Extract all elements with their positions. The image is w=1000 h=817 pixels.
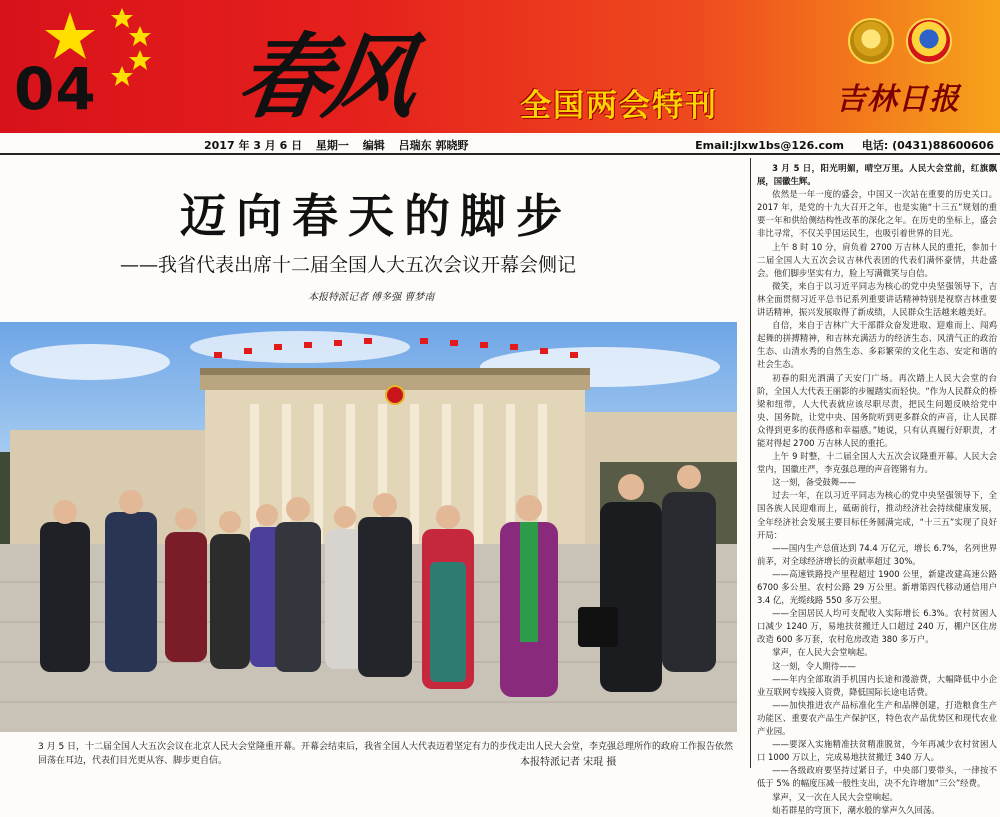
article-paragraph: 微笑，来自于以习近平同志为核心的党中央坚强领导下，吉林全面贯彻习近平总书记系列重要讲话精神特别是视察吉林重要讲话精神，振兴发展取得了新成绩，人民群众生活越来越美好。 bbox=[757, 280, 997, 318]
page-number: 04 bbox=[14, 55, 97, 123]
article-paragraph: ——加快推进农产品标准化生产和品牌创建，打造粮食生产功能区、重要农产品生产保护区，特色农产品优势区和现代农业产业园。 bbox=[757, 699, 997, 737]
section-brand: 春风 bbox=[231, 23, 419, 131]
article-body bbox=[757, 162, 997, 815]
article-paragraph: 上午 9 时整，十二届全国人大五次会议隆重开幕。人民大会堂内，国徽庄严，李克强总理的声音铿锵有力。 bbox=[757, 451, 997, 475]
issue-weekday: 星期一 bbox=[315, 139, 349, 152]
article-paragraph: 这一刻，备受鼓舞—— bbox=[772, 477, 856, 488]
npc-emblem-icon bbox=[906, 18, 952, 64]
article-paragraph: 自信，来自于吉林广大干部群众奋发进取、迎难而上、闯鸡起舞的拼搏精神，和吉林充满活力的经济生态、风清气正的政治生态、山清水秀的自然生态、多彩繁荣的文化生态、安定和谐的社会生态。 bbox=[757, 320, 997, 370]
contact-phone: 电话: (0431)88600606 bbox=[861, 139, 994, 152]
article-byline: 本报特派记者 傅多强 曹梦南 bbox=[308, 292, 435, 303]
contact-info bbox=[681, 137, 994, 153]
article-paragraph: 掌声，在人民大会堂响起。 bbox=[772, 647, 873, 658]
issue-info bbox=[204, 137, 478, 153]
article-paragraph: 上午 8 时 10 分，肩负着 2700 万吉林人民的重托，参加十二届全国人大五次会议吉林代表团的代表们满怀豪情，共赴盛会。他们脚步坚实有力，脸上写满微笑与自信。 bbox=[757, 241, 997, 278]
article-paragraph: ——年内全部取消手机国内长途和漫游费，大幅降低中小企业互联网专线接入资费，降低国际长途电话费。 bbox=[757, 673, 997, 697]
editor-label: 编辑 bbox=[362, 139, 385, 152]
photo-credit: 本报特派记者 宋琨 摄 bbox=[520, 757, 617, 768]
editor-names: 吕瑞东 郭晓野 bbox=[398, 139, 469, 152]
article-paragraph: 掌声，又一次在人民大会堂响起。 bbox=[772, 791, 898, 802]
article-paragraph: 3 月 5 日，阳光明媚，晴空万里。人民大会堂前，红旗飘展，国徽生辉。 bbox=[757, 163, 997, 187]
article-paragraph: ——要深入实施精准扶贫精准脱贫，今年再减少农村贫困人口 1000 万以上，完成易地扶贫搬迁 340 万人。 bbox=[757, 739, 997, 763]
article-subtitle: ——我省代表出席十二届全国人大五次会议开幕会侧记 bbox=[120, 254, 577, 276]
article-paragraph: ——各级政府要坚持过紧日子，中央部门要带头，一律按不低于 5% 的幅度压减一般性支出，决不允许增加“三公”经费。 bbox=[757, 765, 997, 789]
article-paragraph: 初春的阳光洒满了天安门广场。再次踏上人民大会堂的台阶，全国人大代表王丽影的步履踏实而轻快。“作为人民群众的桥梁和纽带，人大代表就应该尽职尽责，把民生问题反映给党中央、国务院，让党中央、国务院听到更多群众的声音，让人民群众得到更多的获得感和幸福感。”她说，只有认真履行好职责，才能对得起 2700 万吉林人民的重托。 bbox=[757, 372, 997, 448]
newspaper-name: 吉林日报 bbox=[836, 82, 960, 117]
article-title: 迈向春天的脚步 bbox=[180, 189, 572, 243]
news-photo bbox=[0, 322, 737, 732]
article-paragraph: ——国内生产总值达到 74.4 万亿元，增长 6.7%，名列世界前茅，对全球经济增长的贡献率超过 30%。 bbox=[757, 542, 997, 566]
national-emblem-icon bbox=[848, 18, 894, 64]
article-paragraph: 依然是一年一度的盛会，中国又一次站在重要的历史关口。2017 年，是党的十九大召开之年，也是实施“十三五”规划的重要一年和供给侧结构性改革的深化之年。在历史的坐标上，盛会非比寻常，不仅关乎国运民生，也吸引着世界的目光。 bbox=[757, 189, 997, 239]
photo-caption: 3 月 5 日，十二届全国人大五次会议在北京人民大会堂隆重开幕。开幕会结束后，我省全国人大代表迈着坚定有力的步伐走出人民大会堂，李克强总理所作的政府工作报告依然回荡在耳边，代表们目光更从容、脚步更自信。 bbox=[38, 742, 734, 766]
article-paragraph: 灿若群星的穹顶下，潮水般的掌声久久回荡。 bbox=[772, 804, 940, 815]
article-paragraph: 过去一年，在以习近平同志为核心的党中央坚强领导下，全国各族人民迎难而上，砥砺前行，推动经济社会持续健康发展，全年经济社会发展主要目标任务圆满完成，“十三五”实现了良好开局： bbox=[757, 490, 997, 540]
contact-email[interactable]: Email:jlxw1bs@126.com bbox=[695, 139, 845, 152]
issue-date: 2017 年 3 月 6 日 bbox=[204, 139, 303, 152]
article-paragraph: 这一刻，令人期待—— bbox=[772, 660, 856, 671]
article-paragraph: ——高速铁路投产里程超过 1900 公里，新建改建高速公路 6700 多公里、农村公路 29 万公里。新增第四代移动通信用户 3.4 亿，光缆线路 550 多万公里。 bbox=[757, 568, 997, 606]
great-hall-photo-illustration bbox=[0, 322, 737, 732]
column-divider bbox=[750, 158, 751, 768]
special-issue-title: 全国两会特刊 bbox=[520, 88, 718, 124]
article-paragraph: ——全国居民人均可支配收入实际增长 6.3%。农村贫困人口减少 1240 万，易地扶贫搬迁人口超过 240 万，棚户区住房改造 600 多万套，农村危房改造 380 多万户。 bbox=[757, 608, 997, 645]
info-bar bbox=[0, 133, 1000, 155]
masthead bbox=[0, 0, 1000, 133]
